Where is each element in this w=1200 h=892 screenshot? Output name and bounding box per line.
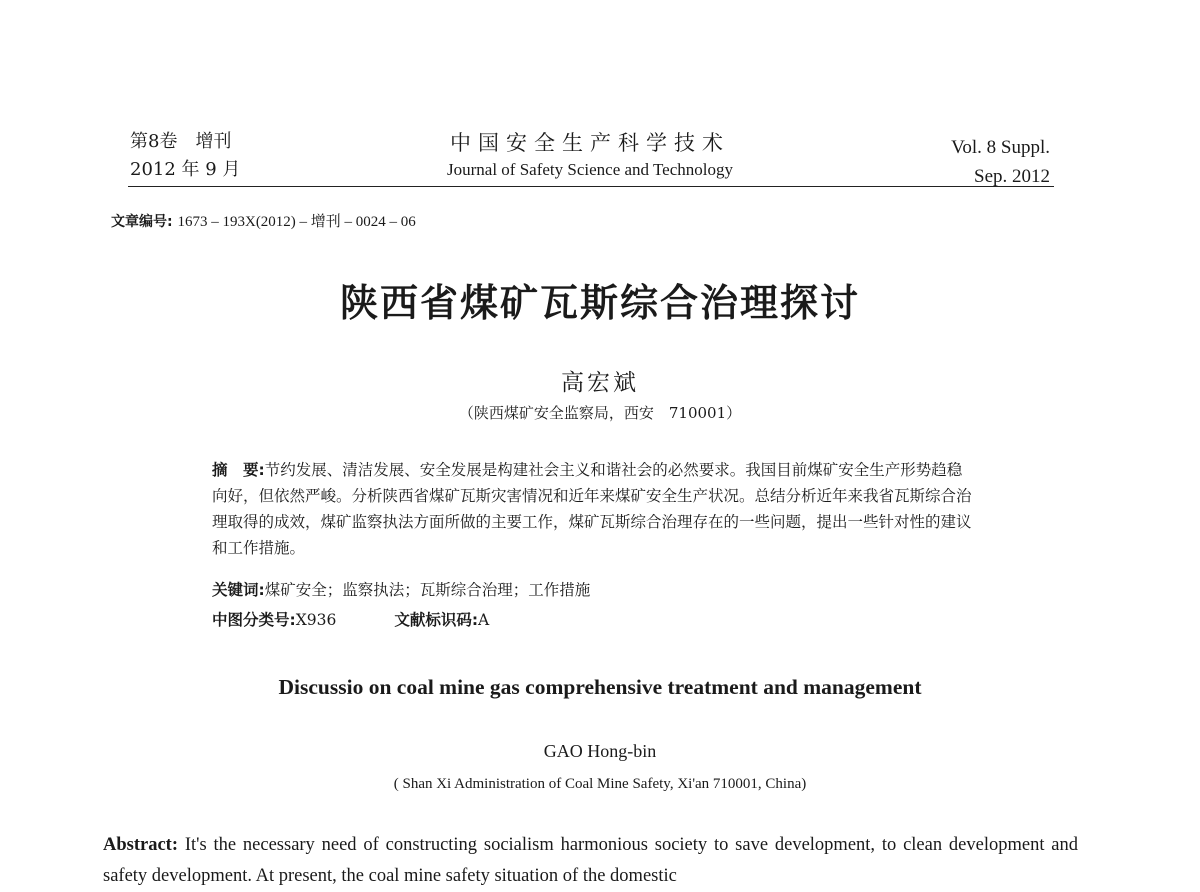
- abstract-cn-label: 摘 要:: [212, 461, 265, 479]
- doc-code-label: 文献标识码:: [394, 611, 479, 629]
- title-en: Discussio on coal mine gas comprehensive treatment and management: [278, 675, 922, 699]
- article-number-label: 文章编号:: [111, 214, 173, 230]
- abstract-en-text: It's the necessary need of constructing socialism harmonious society to save development, to clean development and safety development. At present, the coal mine safety situation of the domestic: [103, 835, 1078, 886]
- abstract-en-label: Abstract:: [103, 835, 179, 855]
- volume-label: 第8卷 增刊: [130, 131, 232, 152]
- affiliation-en: ( Shan Xi Administration of Coal Mine Safety, Xi'an 710001, China): [393, 776, 807, 792]
- classification: [212, 608, 489, 630]
- author-en: GAO Hong-bin: [543, 741, 657, 761]
- abstract-cn: [212, 457, 972, 561]
- journal-name: [340, 128, 840, 182]
- article-number: [111, 210, 416, 231]
- volume-en: Vol. 8 Suppl.: [951, 137, 1050, 158]
- journal-volume-info-en: [951, 133, 1050, 191]
- clc-label: 中图分类号:: [212, 611, 296, 629]
- author-cn: 高宏斌: [561, 370, 639, 396]
- keywords-label: 关键词:: [212, 581, 265, 599]
- abstract-cn-text: 节约发展、清洁发展、安全发展是构建社会主义和谐社会的必然要求。我国目前煤矿安全生产形势趋稳向好，但依然严峻。分析陕西省煤矿瓦斯灾害情况和近年来煤矿安全生产状况。总结分析近年来我省瓦斯综合治理取得的成效，煤矿监察执法方面所做的主要工作，煤矿瓦斯综合治理存在的一些问题，提出一些针对性的建议和工作措施。: [212, 461, 972, 557]
- keywords: [212, 578, 590, 600]
- abstract-en: [103, 830, 1078, 892]
- affiliation-cn: （陕西煤矿安全监察局，西安 710001）: [458, 404, 742, 422]
- doc-code-value: A: [478, 611, 490, 629]
- journal-name-en: Journal of Safety Science and Technology: [447, 160, 733, 179]
- journal-issue-info: [130, 128, 240, 184]
- title-cn: 陕西省煤矿瓦斯综合治理探讨: [339, 281, 860, 325]
- issue-date-cn: 2012 年 9 月: [130, 159, 241, 180]
- clc-value: X936: [295, 611, 337, 629]
- header-rule: [128, 186, 1054, 187]
- journal-name-cn: 中国安全生产科学技术: [450, 131, 730, 155]
- article-number-value: 1673 – 193X(2012) – 增刊 – 0024 – 06: [177, 214, 416, 230]
- issue-date-en: Sep. 2012: [974, 166, 1050, 187]
- keywords-text: 煤矿安全；监察执法；瓦斯综合治理；工作措施: [264, 581, 591, 599]
